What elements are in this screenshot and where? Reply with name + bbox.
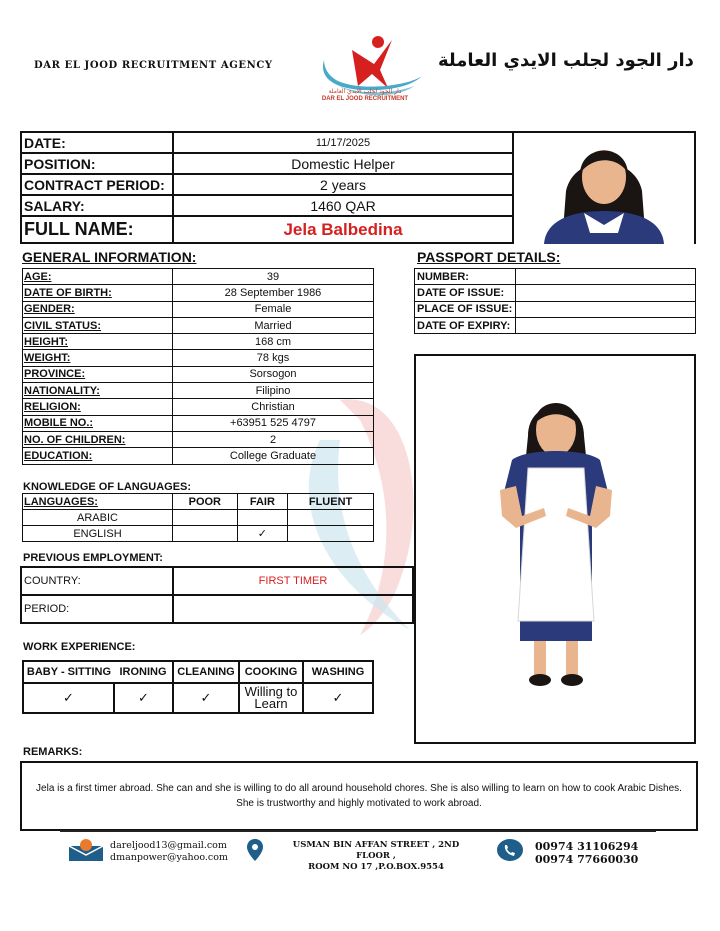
passport-row-label: NUMBER: (415, 269, 516, 285)
passport-row-value (516, 317, 696, 333)
general-row-value: Christian (173, 399, 374, 415)
general-row-label: NO. OF CHILDREN: (23, 431, 173, 447)
language-poor (173, 526, 238, 542)
language-fair: ✓ (237, 526, 287, 542)
languages-header-label: LANGUAGES: (23, 494, 173, 510)
poor-header: POOR (173, 494, 238, 510)
ironing-value: ✓ (114, 683, 173, 713)
phone-secondary: 00974 77660030 (535, 853, 639, 866)
table-row (415, 285, 696, 301)
period-label: PERIOD: (21, 595, 173, 623)
table-row (23, 269, 374, 285)
general-info-title: GENERAL INFORMATION: (22, 249, 197, 265)
fluent-header: FLUENT (288, 494, 374, 510)
address-line-2: ROOM NO 17 ,P.O.BOX.9554 (308, 862, 444, 872)
table-row (23, 399, 374, 415)
previous-employment-title: PREVIOUS EMPLOYMENT: (23, 552, 163, 564)
table-row (23, 334, 374, 350)
table-row (23, 448, 374, 464)
remarks-title: REMARKS: (23, 746, 83, 758)
passport-row-label: DATE OF ISSUE: (415, 285, 516, 301)
date-value: 11/17/2025 (173, 132, 513, 153)
passport-row-value (516, 269, 696, 285)
table-row (23, 431, 374, 447)
passport-table (414, 268, 696, 334)
baby-sitting-value: ✓ (23, 683, 114, 713)
salary-label: SALARY: (21, 195, 173, 216)
email-icon (68, 838, 104, 862)
general-row-label: WEIGHT: (23, 350, 173, 366)
ironing-header: IRONING (114, 661, 173, 683)
agency-name-ar: دار الجود لجلب الايدي العاملة (438, 50, 694, 71)
table-row (415, 269, 696, 285)
table-row (415, 301, 696, 317)
general-row-label: AGE: (23, 269, 173, 285)
language-poor (173, 510, 238, 526)
general-row-value: 2 (173, 431, 374, 447)
general-row-label: RELIGION: (23, 399, 173, 415)
table-row (23, 526, 374, 542)
table-row (23, 366, 374, 382)
language-name: ARABIC (23, 510, 173, 526)
table-row (23, 350, 374, 366)
general-row-value: Sorsogon (173, 366, 374, 382)
contract-value: 2 years (173, 174, 513, 195)
general-row-value: 28 September 1986 (173, 285, 374, 301)
general-row-value: 168 cm (173, 334, 374, 350)
table-row (23, 301, 374, 317)
general-row-value: Female (173, 301, 374, 317)
general-row-label: DATE OF BIRTH: (23, 285, 173, 301)
logo-caption-en: DAR EL JOOD RECRUITMENT (321, 96, 409, 102)
general-row-label: NATIONALITY: (23, 383, 173, 399)
general-row-label: PROVINCE: (23, 366, 173, 382)
summary-table (20, 131, 514, 244)
language-fair (237, 510, 287, 526)
general-row-value: +63951 525 4797 (173, 415, 374, 431)
general-row-value: Filipino (173, 383, 374, 399)
general-row-value: College Graduate (173, 448, 374, 464)
fullname-label: FULL NAME: (21, 216, 173, 243)
email-secondary: dmanpower@yahoo.com (110, 852, 228, 863)
footer-address (276, 840, 476, 873)
language-fluent (288, 510, 374, 526)
contract-label: CONTRACT PERIOD: (21, 174, 173, 195)
general-row-label: MOBILE NO.: (23, 415, 173, 431)
cooking-header: COOKING (239, 661, 303, 683)
language-name: ENGLISH (23, 526, 173, 542)
languages-table (22, 493, 374, 542)
phone-primary: 00974 31106294 (535, 840, 639, 853)
agency-name-en: DAR EL JOOD RECRUITMENT AGENCY (34, 60, 273, 71)
previous-employment-table (20, 566, 414, 624)
address-line-1: USMAN BIN AFFAN STREET , 2ND FLOOR , (292, 840, 460, 861)
footer-emails (110, 840, 228, 864)
phone-icon (496, 838, 524, 862)
table-row (23, 285, 374, 301)
general-row-value: Married (173, 317, 374, 333)
remarks-text: Jela is a first timer abroad. She can and she is willing to do all around household chores. She is also willing to learn on how to cook Arabic Dishes. She is trustworthy and highly motivated to work abroad. (20, 761, 698, 831)
position-label: POSITION: (21, 153, 173, 174)
general-row-value: 78 kgs (173, 350, 374, 366)
logo-caption-ar: دار الجود لجلب الايدي العاملة (328, 88, 402, 95)
table-row (23, 317, 374, 333)
footer-phones (535, 840, 638, 866)
languages-title: KNOWLEDGE OF LANGUAGES: (23, 481, 192, 493)
washing-header: WASHING (303, 661, 373, 683)
cleaning-value: ✓ (173, 683, 239, 713)
general-row-label: HEIGHT: (23, 334, 173, 350)
passport-row-value (516, 301, 696, 317)
country-label: COUNTRY: (21, 567, 173, 595)
cleaning-header: CLEANING (173, 661, 239, 683)
baby-sitting-header: BABY - SITTING (23, 661, 114, 683)
passport-row-value (516, 285, 696, 301)
general-row-value: 39 (173, 269, 374, 285)
full-body-image (416, 356, 694, 742)
general-row-label: CIVIL STATUS: (23, 317, 173, 333)
table-row (23, 383, 374, 399)
period-value (173, 595, 413, 623)
email-primary: dareljood13@gmail.com (110, 840, 227, 851)
salary-value: 1460 QAR (173, 195, 513, 216)
position-value: Domestic Helper (173, 153, 513, 174)
fullname-value: Jela Balbedina (173, 216, 513, 243)
general-row-label: EDUCATION: (23, 448, 173, 464)
passport-row-label: DATE OF EXPIRY: (415, 317, 516, 333)
general-info-table (22, 268, 374, 465)
date-label: DATE: (21, 132, 173, 153)
work-experience-title: WORK EXPERIENCE: (23, 641, 136, 653)
table-row (23, 415, 374, 431)
washing-value: ✓ (303, 683, 373, 713)
passport-row-label: PLACE OF ISSUE: (415, 301, 516, 317)
country-value: FIRST TIMER (173, 567, 413, 595)
table-row (23, 510, 374, 526)
cooking-value: Willing to Learn (239, 683, 303, 713)
portrait-image (514, 133, 694, 244)
location-pin-icon (246, 838, 264, 862)
portrait-photo (514, 131, 696, 244)
table-row (415, 317, 696, 333)
work-experience-table (22, 660, 374, 714)
footer-divider (60, 830, 656, 832)
passport-title: PASSPORT DETAILS: (417, 249, 561, 265)
language-fluent (288, 526, 374, 542)
fair-header: FAIR (237, 494, 287, 510)
full-body-photo (414, 354, 696, 744)
general-row-label: GENDER: (23, 301, 173, 317)
